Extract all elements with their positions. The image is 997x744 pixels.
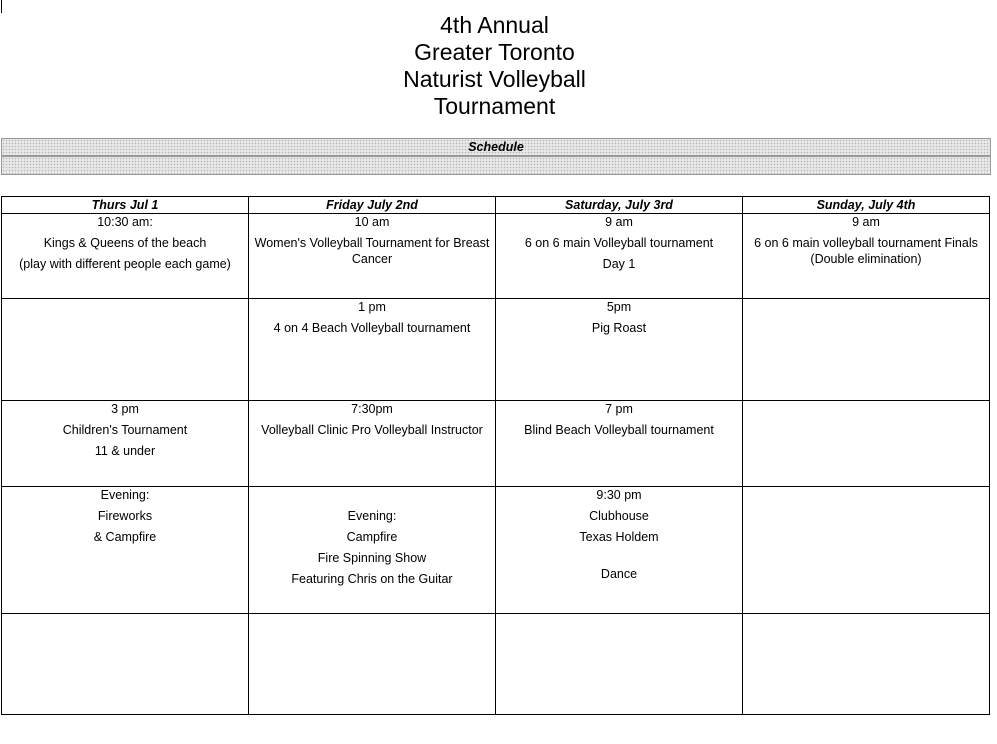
schedule-cell bbox=[743, 487, 990, 614]
schedule-subband bbox=[1, 156, 991, 175]
event-text: 11 & under bbox=[94, 444, 156, 458]
schedule-cell bbox=[2, 614, 249, 715]
table-row bbox=[2, 487, 990, 614]
schedule-cell bbox=[743, 214, 990, 299]
column-header-saturday: Saturday, July 3rd bbox=[496, 197, 743, 214]
table-row bbox=[2, 614, 990, 715]
event-text: Day 1 bbox=[602, 257, 636, 271]
schedule-cell bbox=[249, 299, 496, 401]
schedule-cell bbox=[496, 299, 743, 401]
event-text: 6 on 6 main Volleyball tournament bbox=[524, 236, 714, 250]
event-text: Children's Tournament bbox=[62, 423, 188, 437]
spacer bbox=[498, 550, 740, 566]
table-row bbox=[2, 214, 990, 299]
schedule-cell bbox=[496, 214, 743, 299]
event-time: Evening: bbox=[347, 509, 397, 523]
schedule-cell bbox=[743, 614, 990, 715]
title-line: Naturist Volleyball bbox=[403, 66, 586, 92]
event-time: 9:30 pm bbox=[596, 488, 642, 502]
schedule-cell bbox=[249, 214, 496, 299]
schedule-cell bbox=[249, 487, 496, 614]
event-text: Clubhouse bbox=[589, 509, 649, 523]
event-time: Evening: bbox=[100, 488, 150, 502]
table-header-row bbox=[2, 197, 990, 214]
event-time: 9 am bbox=[605, 215, 633, 229]
title-line: 4th Annual bbox=[440, 12, 549, 38]
schedule-cell bbox=[2, 401, 249, 487]
event-text: 6 on 6 main volleyball tournament Finals (Double elimination) bbox=[754, 236, 978, 266]
event-text: & Campfire bbox=[93, 530, 157, 544]
event-time: 7 pm bbox=[605, 402, 633, 416]
event-text: Blind Beach Volleyball tournament bbox=[524, 423, 714, 437]
spacer bbox=[251, 487, 493, 508]
event-time: 10 am bbox=[354, 215, 390, 229]
event-text: Texas Holdem bbox=[579, 530, 659, 544]
schedule-table bbox=[1, 196, 990, 715]
event-text: Volleyball Clinic Pro Volleyball Instructor bbox=[261, 423, 483, 437]
schedule-cell bbox=[496, 614, 743, 715]
schedule-cell bbox=[743, 299, 990, 401]
table-row bbox=[2, 401, 990, 487]
event-time: 9 am bbox=[852, 215, 880, 229]
schedule-cell bbox=[249, 401, 496, 487]
event-text: 4 on 4 Beach Volleyball tournament bbox=[273, 321, 471, 335]
event-text: Dance bbox=[600, 567, 638, 581]
schedule-cell bbox=[2, 214, 249, 299]
event-text: Fireworks bbox=[97, 509, 153, 523]
event-text: Campfire bbox=[346, 530, 398, 544]
event-time: 7:30pm bbox=[351, 402, 393, 416]
schedule-cell bbox=[249, 614, 496, 715]
schedule-band bbox=[1, 138, 991, 156]
schedule-cell bbox=[743, 401, 990, 487]
schedule-label: Schedule bbox=[468, 140, 524, 154]
schedule-cell bbox=[2, 299, 249, 401]
event-time: 5pm bbox=[606, 300, 632, 314]
event-time: 3 pm bbox=[111, 402, 139, 416]
event-time: 1 pm bbox=[358, 300, 386, 314]
schedule-cell bbox=[496, 487, 743, 614]
column-header-thursday: Thurs Jul 1 bbox=[2, 197, 249, 214]
schedule-cell bbox=[2, 487, 249, 614]
event-text: Kings & Queens of the beach bbox=[43, 236, 207, 250]
event-text: Featuring Chris on the Guitar bbox=[291, 572, 453, 586]
schedule-cell bbox=[496, 401, 743, 487]
event-text: Pig Roast bbox=[591, 321, 647, 335]
event-text: Fire Spinning Show bbox=[317, 551, 427, 565]
table-row bbox=[2, 299, 990, 401]
event-text: Women's Volleyball Tournament for Breast Cancer bbox=[254, 236, 490, 266]
event-text: (play with different people each game) bbox=[19, 257, 231, 271]
document-title bbox=[0, 12, 989, 120]
title-line: Tournament bbox=[433, 93, 556, 119]
column-header-sunday: Sunday, July 4th bbox=[743, 197, 990, 214]
column-header-friday: Friday July 2nd bbox=[249, 197, 496, 214]
title-line: Greater Toronto bbox=[414, 39, 575, 65]
event-time: 10:30 am: bbox=[97, 215, 153, 229]
